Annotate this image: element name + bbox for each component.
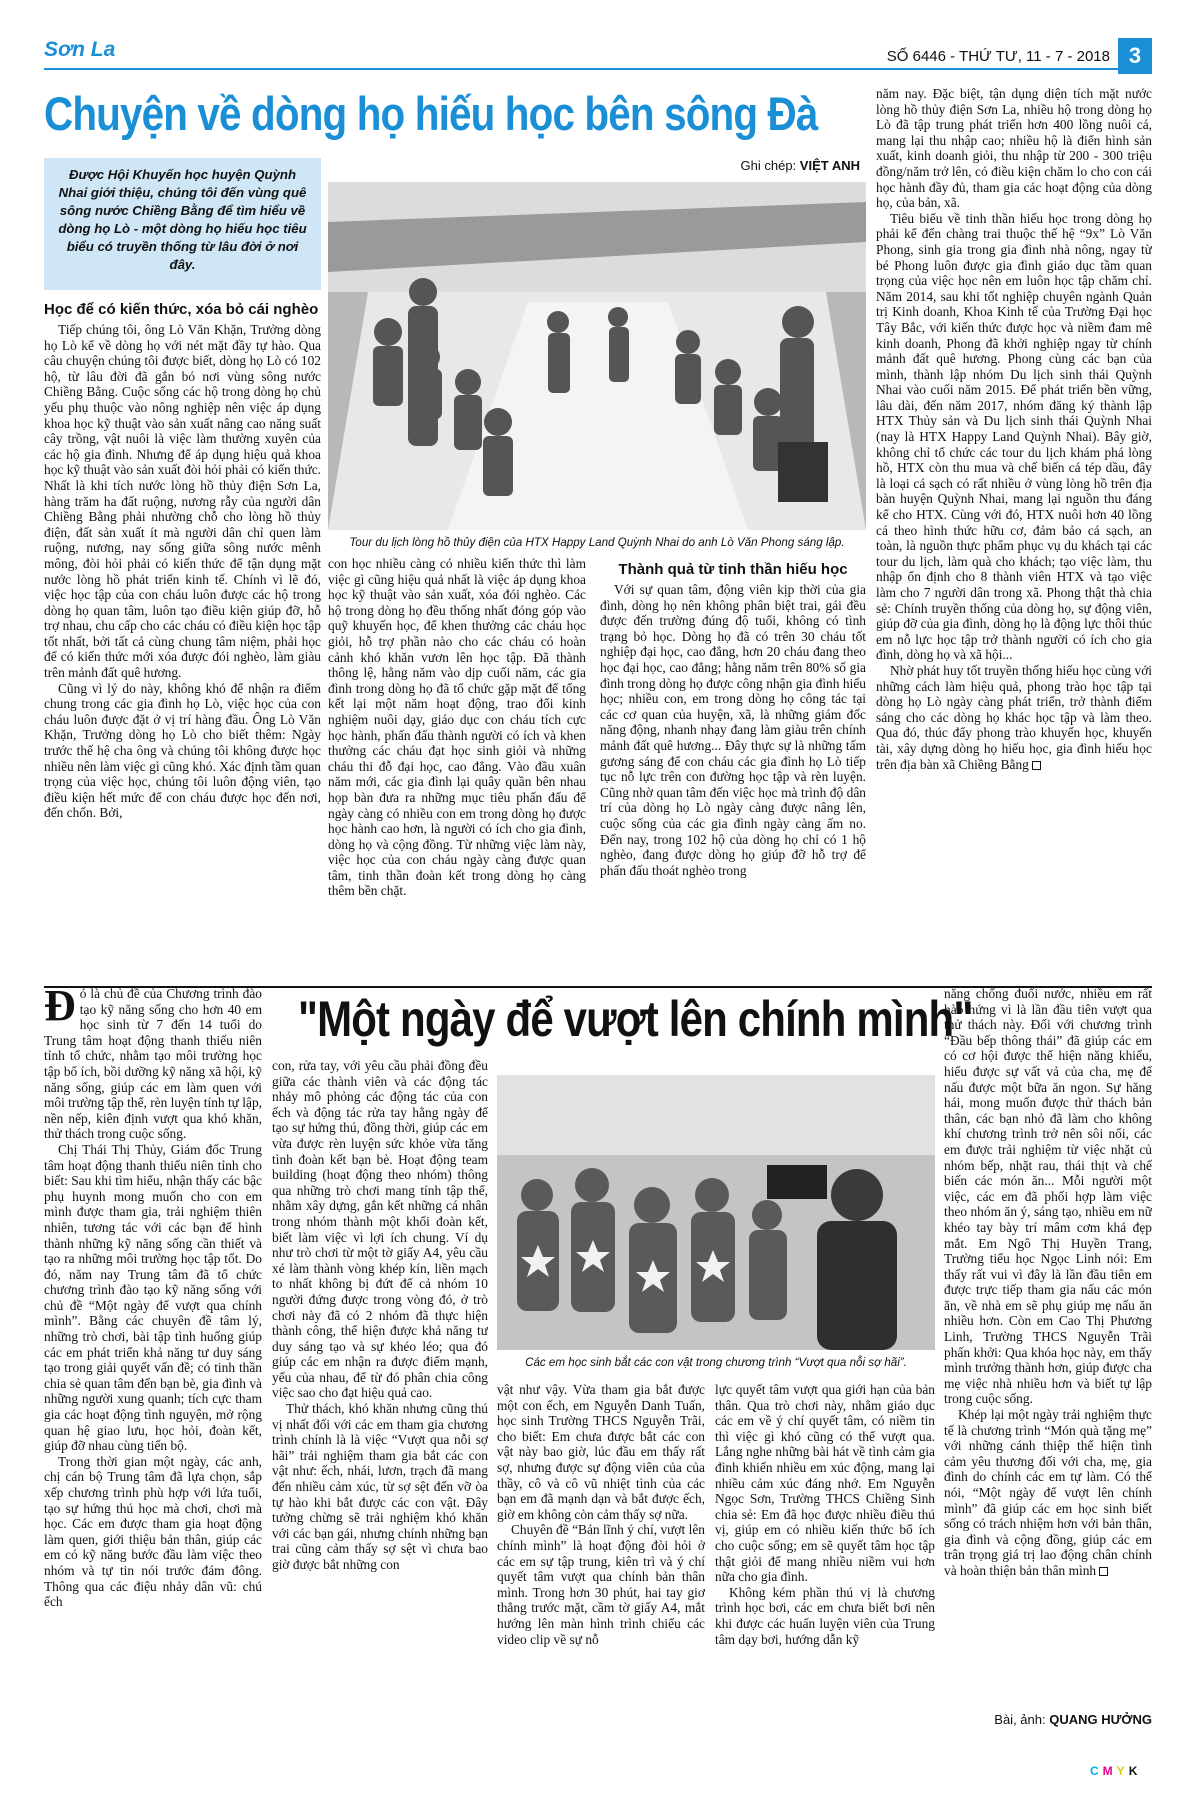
boat-tour-photo bbox=[328, 182, 866, 530]
article1-col4 bbox=[876, 86, 1152, 982]
article2-photo-caption: Các em học sinh bắt các con vật trong chương trình “Vượt qua nỗi sợ hãi”. bbox=[525, 1356, 907, 1369]
byline-label: Ghi chép: bbox=[740, 158, 797, 173]
article2-paragraph: vật như vậy. Vừa tham gia bắt được một con ếch, em Nguyễn Danh Tuấn, học sinh Trường THCS Nguyễn Trãi, cho biết: Em chưa được bắt các con vật này bao giờ, lúc đầu em thấy rất sợ, nhưng được sự động viên của của thầy, cô và cô vũ nhiệt tình của các bạn em đã mạnh dạn và bắt được ếch, giờ em không còn cảm thấy sợ nữa. bbox=[497, 1382, 705, 1522]
article1-paragraph: Tiêu biểu về tinh thần hiếu học trong dòng họ phải kể đến chàng trai thuộc thế hệ “9x” Lò Văn Phong, sinh gia trong gia đình nhà nông, ngay từ bé Phong luôn được gia đình giáo dục tầm quan trọng của việc học nên em luôn học tập chăm chỉ. Năm 2014, sau khi tốt nghiệp chuyên ngành Quản trị Kinh doanh, Khoa Kinh tế của Trường Đại học Tây Bắc, với kiến thức được học và niềm đam mê kinh doanh, Phong đã khởi nghiệp ngay từ chính mảnh đất quê hương. Phong cùng các bạn của mình, thành lập nhóm Du lịch sinh thái Quỳnh Nhai vào cuối năm 2015. Để phát triển bền vững, lâu dài, đến năm 2017, nhóm đăng ký thành lập HTX Thủy sản và Du lịch sinh thái Quỳnh Nhai (nay là HTX Happy Land Quỳnh Nhai). Bây giờ, không chỉ tổ chức các tour du lịch khám phá lòng hồ, HTX còn thu mua và chế biến cá tép dầu, đây là loại cá sạch có rất nhiều ở vùng lòng hồ trên địa bàn huyện Quỳnh Nhai, mang lại nguồn thu đáng kể cho HTX. Cùng với đó, HTX nuôi hơn 40 lồng cá theo hình thức hữu cơ, đảm bảo cá sạch, an toàn, là nguồn thực phẩm phục vụ du khách tại các tour du lịch, làm quà cho khách; tạo việc làm, thu nhập ổn định cho 8 thành viên HTX và tạo việc làm cho 7 người dân trong xã. Phong thật thà chia sẻ: Chính truyền thống của dòng họ, sự động viên, giúp đỡ của gia đình, dòng họ là động lực thôi thúc em nỗ lực học tập trở thành người có ích cho gia đình, dòng họ và xã hội... bbox=[876, 210, 1152, 663]
article2-paragraph: Thử thách, khó khăn nhưng cũng thú vị nhất đối với các em tham gia chương trình chính là là việc “Vượt qua nỗi sợ hãi” trải nghiệm tham gia bắt các con vật như: ếch, nhái, lươn, trạch đã mang đến nhiều cảm xúc, từ sợ sệt đến vỡ òa tự hào khi bắt được các con vật. Đây tưởng chừng sẽ trải nghiệm khó khăn với các bạn gái, nhưng chính những bạn trai cũng cảm thấy sợ sệt vì chưa bao giờ được bắt những con bbox=[272, 1401, 488, 1572]
cmyk-mark bbox=[1090, 1764, 1141, 1778]
article1-col2 bbox=[328, 556, 586, 982]
article1-paragraph bbox=[876, 663, 1152, 772]
article2-paragraph: lực quyết tâm vượt qua giới hạn của bản thân. Qua trò chơi này, nhằm giáo dục các em về ý chí quyết tâm, có niềm tin thì việc gì khó cũng có thể vượt qua. Lắng nghe những bài hát về tình cảm gia đình khiến nhiều em xúc động, mang lại nhiều cảm xúc đáng nhớ. Em Nguyễn Ngọc Sơn, Trường THCS Chiềng Sinh chia sẻ: Em đã học được nhiều điều thú vị, giúp em có nhiều kiến thức bổ ích cho cuộc sống; em sẽ quyết tâm học tập thật giỏi để mang nhiều niềm vui hơn nữa cho gia đình. bbox=[715, 1382, 935, 1585]
article2-col3 bbox=[497, 1382, 705, 1726]
cmyk-m: M bbox=[1102, 1764, 1117, 1778]
article1-paragraph: Tiếp chúng tôi, ông Lò Văn Khặn, Trưởng dòng họ Lò kể về dòng họ với nét mặt đầy tự hào. Qua câu chuyện chúng tôi được biết, dòng họ Lò có 102 hộ, từ lâu đời đã gắn bó nơi vùng sông nước Chiềng Bằng. Cuộc sống các hộ trong dòng họ chủ yếu phụ thuộc vào nông nghiệp nên việc áp dụng khoa học kỹ thuật vào sản xuất nâng cao năng suất cây trồng, vật nuôi là việc làm thường xuyên của các hộ gia đình. Nhưng để áp dụng hiệu quả khoa học kỹ thuật vào sản xuất đòi hỏi phải có kiến thức. Nhất là khi tích nước lòng hồ thủy điện Sơn La, hàng trăm ha đất ruộng, nương rẫy của người dân Chiềng Bằng phải nhường chỗ cho lòng hồ thủy điện, đất sản xuất ít mà người dân chỉ quen làm ruộng, nương, nay sống giữa sông nước mênh mông, đòi hỏi phải có kiến thức để tận dụng mặt nước lòng hồ phát triển kinh tế. Chính vì lẽ đó, việc học tập của con cháu luôn được các hộ trong dòng họ quan tâm, luôn tạo điều kiện giúp đỡ, hỗ trợ nhau, chu cấp cho các cháu có điều kiện học tập tốt nhất, bởi tất cả cùng chung tâm niệm, phải học để có kiến thức mới xóa được đói nghèo, làm giàu trên mảnh đất quê hương. bbox=[44, 322, 321, 681]
article1-paragraph: Cũng vì lý do này, không khó để nhận ra điểm chung trong các gia đình họ Lò, việc học của con cháu luôn được đặt ở vị trí hàng đầu. Ông Lò Văn Khặn, Trưởng dòng họ Lò cho biết thêm: Ngày trước thế hệ cha ông và chúng tôi không được học nhiều nên làm việc gì cũng khó. Xác định tầm quan trọng của việc học, chúng tôi luôn động viên, tạo điều kiện hết mức để con cháu được học đến nơi, đến chốn. Bởi, bbox=[44, 680, 321, 821]
byline-author: QUANG HƯỞNG bbox=[1049, 1712, 1152, 1727]
article2-col5 bbox=[944, 986, 1152, 1711]
article1-paragraph: năm nay. Đặc biệt, tận dụng diện tích mặt nước lòng hồ thủy điện Sơn La, nhiều hộ trong dòng họ Lò đã tập trung phát triển hơn 400 lồng nuôi cá, mang lại thu nhập cao; nhiều hộ là điển hình sản xuất, kinh doanh giỏi, thu nhập từ 200 - 300 triệu đồng/năm trở lên, có điều kiện chăm lo cho con cái học hành đầy đủ, tham gia các hoạt động của dòng họ, của bản, xã. bbox=[876, 86, 1152, 211]
article1-col3 bbox=[600, 556, 866, 982]
article1-paragraph: Với sự quan tâm, động viên kịp thời của gia đình, dòng họ nên không phân biệt trai, gái đều được đến trường đúng độ tuổi, không có tình trạng bỏ học. Dòng họ đã có trên 30 cháu tốt nghiệp đại học, cao đẳng, hơn 20 cháu đang theo học đại học, cao đẳng; hằng năm trên 80% số gia đình trong dòng họ được công nhận gia đình hiếu học; nhiều con, em trong dòng họ công tác tại các cơ quan của huyện, xã, là những giám đốc năng động, nhanh nhạy đang làm giàu trên chính mảnh đất quê hương... Đây thực sự là những tấm gương sáng để con cháu các gia đình họ Lò tiếp tục nỗ lực trên con đường học tập và rèn luyện. Cũng nhờ quan tâm đến việc học mà trình độ dân trí của dòng họ Lò ngày càng được nâng lên, cuộc sống của các gia đình ngày càng ấm no. Đến nay, trong 102 hộ của dòng họ chỉ có 1 hộ nghèo, đang được dòng họ giúp đỡ hỗ trợ để phấn đấu thoát nghèo trong bbox=[600, 582, 866, 878]
article1-sapo: Được Hội Khuyến học huyện Quỳnh Nhai giới thiệu, chúng tôi đến vùng quê sông nước Chiềng Bằng để tìm hiểu về dòng họ Lò - một dòng họ hiếu học tiêu biểu có truyền thống từ lâu đời ở nơi đây. bbox=[44, 158, 321, 290]
article1-subhead1: Học để có kiến thức, xóa bỏ cái nghèo bbox=[44, 301, 319, 318]
article2-title: "Một ngày để vượt lên chính mình" bbox=[298, 991, 973, 1047]
article2-paragraph: Chuyên đề “Bản lĩnh ý chí, vượt lên chính mình” là hoạt động đòi hỏi ở các em sự tập trung, kiên trì và ý chí quyết tâm vượt qua chính bản thân mình. Trong hơn 30 phút, hai tay giơ thẳng trước mặt, cầm tờ giấy A4, mắt hướng lên màn hình trình chiếu các video clip về sự nỗ bbox=[497, 1522, 705, 1647]
section-name: Sơn La bbox=[44, 38, 116, 61]
issue-info: SỐ 6446 - THỨ TƯ, 11 - 7 - 2018 bbox=[886, 48, 1110, 65]
article1-subhead2: Thành quả từ tinh thần hiếu học bbox=[618, 561, 848, 578]
drop-cap: Đ bbox=[44, 986, 76, 1030]
end-mark-icon bbox=[1032, 761, 1041, 770]
cmyk-k: K bbox=[1128, 1764, 1142, 1778]
article2-paragraph: con, rửa tay, với yêu cầu phải đồng đều giữa các thành viên và các động tác nhảy mô phỏng các động tác của con ếch và động tác rửa tay hằng ngày để tạo sự hứng thú, đồng thời, giúp các em vừa được rèn luyện sức khỏe vừa tăng tình đoàn kết bạn bè. Hoạt động team building (hoạt động theo nhóm) thông qua những trò chơi mang tính tập thể, nhằm xây dựng, gắn kết những cá nhân trong nhóm thành một khối đoàn kết, biết làm việc vì lợi ích chung. Ví dụ như trò chơi từ một tờ giấy A4, yêu cầu xé làm thành vòng khép kín, liền mạch to nhất không bị đứt để cả nhóm 10 người đứng được trong vòng đó, ở trò chơi này đã có 2 nhóm đã thực hiện thành công, thể hiện được khả năng tư duy sáng tạo và sự khéo léo; qua đó giúp các em nhận ra được điểm mạnh, yếu của nhau, để từ đó phân chia công việc sao cho đạt hiệu quả cao. bbox=[272, 1058, 488, 1401]
article2-col2 bbox=[272, 1058, 488, 1726]
end-mark-icon bbox=[1099, 1567, 1108, 1576]
article2-byline bbox=[944, 1712, 1152, 1727]
page-number: 3 bbox=[1118, 38, 1152, 74]
byline-author: VIỆT ANH bbox=[799, 158, 860, 173]
article2-paragraph bbox=[44, 986, 262, 1142]
article1-paragraph: con học nhiều càng có nhiều kiến thức thì làm việc gì cũng hiệu quả nhất là việc áp dụng khoa học kỹ thuật vào sản xuất, xóa đói nghèo. Các hộ trong dòng họ đều thống nhất đóng góp vào quỹ khuyến học, để khen thưởng các cháu học giỏi, hỗ trợ phần nào cho các cháu có hoàn cảnh khó khăn vươn lên học tập. Đã thành thông lệ, hằng năm vào dịp cuối năm, các gia đình trong dòng họ đã tổ chức gặp mặt để tổng kết lại một năm hoạt động, trao đổi kinh nghiệm nuôi dạy, giáo dục con cháu tích cực học hành, phấn đấu thành người có ích và khen thưởng các cháu đạt học sinh giỏi và những cháu thi đỗ đại học, cao đẳng. Vào đầu xuân năm mới, các gia đình lại quây quần bên nhau họp bàn đưa ra những mục tiêu phấn đấu để ngày càng có nhiều con em trong dòng họ được học hành cao hơn, là người có ích cho gia đình, dòng họ và cộng đồng. Từ những việc làm này, việc học của con cháu ngày càng được quan tâm, tinh thần đoàn kết trong dòng họ càng thêm bền chặt. bbox=[328, 556, 586, 899]
article1-byline bbox=[560, 158, 860, 173]
students-photo bbox=[497, 1075, 935, 1350]
article2-paragraph: Không kém phần thú vị là chương trình học bơi, các em chưa biết bơi nên khi được các huấn luyện viên của Trung tâm dạy bơi, hướng dẫn kỹ bbox=[715, 1584, 935, 1647]
article1-photo-caption: Tour du lịch lòng hồ thủy điện của HTX Happy Land Quỳnh Nhai do anh Lò Văn Phong sáng lập. bbox=[349, 536, 845, 549]
article2-paragraph: năng chống đuối nước, nhiều em rất hào hứng vì là lần đầu tiên vượt qua thử thách này. Đối với chương trình “Đầu bếp thông thái” đã giúp các em có cơ hội được thể hiện năng khiếu, hiểu được sự vất vả của cha, mẹ để nấu được một bữa ăn ngon. Sự hăng hái, mong muốn được thử thách bản thân, các bạn nhỏ đã làm cho không khí chương trình trở nên sôi nổi, các em được trải nghiệm từ việc nhặt củ nhóm bếp, nhặt rau, thái thịt và chế biến các món ăn... Mỗi người một việc, các em đã phối hợp làm việc theo nhóm ăn ý, sáng tạo, nhiều em nữ khéo tay bày trí mâm cơm khá đẹp mắt. Em Ngô Thị Huyền Trang, Trường tiểu học Ngọc Linh nói: Em thấy rất vui vì đây là lần đầu tiên em được trực tiếp tham gia nấu các món ăn, về nhà em sẽ phụ giúp mẹ nấu ăn nhiều hơn. Còn em Cao Thị Phương Linh, Trường THCS Nguyễn Trãi phấn khởi: Qua khóa học này, em thấy mình trưởng thành hơn, giúp được cha mẹ việc nhà nhiều hơn và biết tự lập trong cuộc sống. bbox=[944, 986, 1152, 1407]
section-underline bbox=[44, 68, 1129, 70]
article2-col1 bbox=[44, 986, 262, 1726]
article2-col4 bbox=[715, 1382, 935, 1726]
article2-photo bbox=[497, 1075, 935, 1350]
article1-col1 bbox=[44, 296, 321, 982]
cmyk-y: Y bbox=[1116, 1764, 1129, 1778]
article2-paragraph: Trong thời gian một ngày, các anh, chị cán bộ Trung tâm đã lựa chọn, sắp xếp chương trình phù hợp với lứa tuổi, tạo sự hứng thú học mà chơi, chơi mà học. Các em được tham gia hoạt động làm quen, giới thiệu bản thân, giúp các em có kỹ năng bước đầu làm việc theo nhóm và tự tin nói trước đám đông. Thông qua các điệu nhảy dân vũ: chú ếch bbox=[44, 1453, 262, 1610]
article1-photo bbox=[328, 182, 866, 530]
byline-label: Bài, ảnh: bbox=[994, 1712, 1046, 1727]
article2-paragraph bbox=[944, 1407, 1152, 1579]
article1-title: Chuyện về dòng họ hiếu học bên sông Đà bbox=[44, 87, 818, 140]
article2-last-paragraph: Khép lại một ngày trải nghiệm thực tế là chương trình “Món quà tặng mẹ” với những cánh thiệp thể hiện tình cảm yêu thương đối với cha, mẹ, gia đình do chính các em tự làm. Có thể nói, “Một ngày để vượt lên chính mình” đã giúp các em học sinh biết sống có trách nhiệm hơn với bản thân, gia đình và cộng đồng, giúp các em trân trọng giá trị lao động chân chính và hoàn thiện bản thân mình bbox=[944, 1407, 1152, 1578]
article1-last-paragraph: Nhờ phát huy tốt truyền thống hiếu học cùng với những cách làm hiệu quả, phong trào học tập tại dòng họ Lò ngày càng phát triển, trở thành điểm sáng cho các dòng họ khác học tập và làm theo. Qua đó, thúc đẩy phong trào khuyến học, khuyến tài, xây dựng dòng họ hiếu học, gia đình hiếu học trên địa bàn xã Chiềng Bằng bbox=[876, 662, 1152, 772]
cmyk-c: C bbox=[1090, 1764, 1103, 1778]
article2-first-text: ó là chủ đề của Chương trình đào tạo kỹ năng sống cho hơn 40 em học sinh từ 7 đến 14 tuổi do Trung tâm hoạt động thanh thiếu niên tỉnh tổ chức, nhằm tạo môi trường học tập bổ ích, bồi dưỡng kỹ năng xã hội, kỹ năng sống, giúp các em làm quen với môi trường tập thể, rèn luyện tính tự lập, nền nếp, kiên định vượt qua khó khăn, thử thách trong cuộc sống. bbox=[44, 986, 262, 1142]
article2-paragraph: Chị Thái Thị Thủy, Giám đốc Trung tâm hoạt động thanh thiếu niên tỉnh cho biết: Sau khi tìm hiểu, nhận thấy các bậc phụ huynh mong muốn cho con em mình được tham gia, trải nghiệm thiên nhiên, tương tác với các bạn để hình thành những kỹ năng sống cần thiết và tạo ra những môi trường học tập tốt. Do đó, năm nay Trung tâm đã tổ chức chương trình đào tạo kỹ năng sống với chủ đề “Một ngày để vượt qua chính mình”. Bằng các chuyên đề tâm lý, những trò chơi, bài tập tình huống giúp các em phát triển khả năng tư duy sáng tạo trong giải quyết vấn đề; có tinh thần chia sẻ quan tâm đến bạn bè, gia đình và những người xung quanh; tích cực tham gia các hoạt động tình nguyện, mở rộng quan hệ giao lưu, học hỏi, đoàn kết, giúp đỡ nhau cùng tiến bộ. bbox=[44, 1141, 262, 1454]
